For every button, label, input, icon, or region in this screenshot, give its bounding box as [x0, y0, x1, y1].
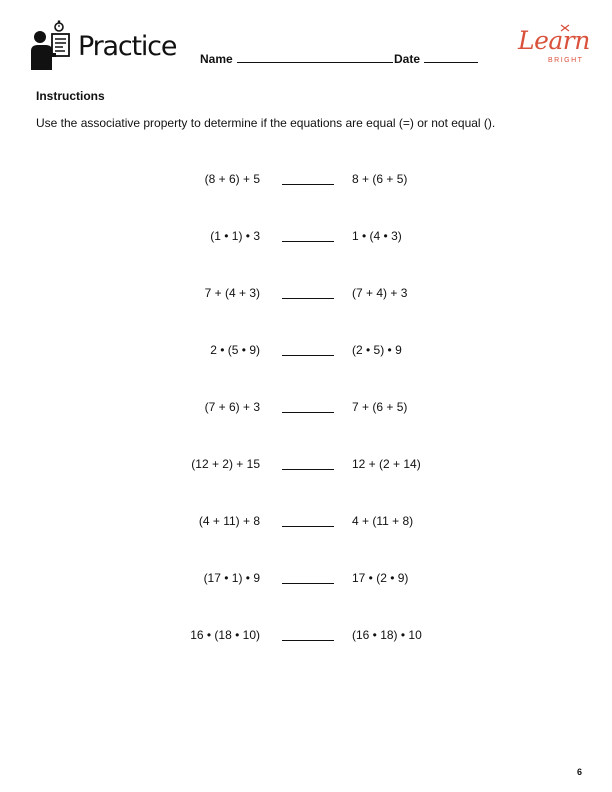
right-expression: 8 + (6 + 5) [352, 172, 408, 186]
date-label: Date [394, 52, 421, 66]
logo-word: Learn [518, 26, 590, 55]
answer-blank[interactable] [282, 526, 334, 527]
date-field[interactable] [394, 50, 478, 66]
student-worksheet-icon [30, 20, 72, 72]
right-expression: (2 • 5) • 9 [352, 343, 402, 357]
problem-row [0, 400, 612, 416]
problem-row [0, 286, 612, 302]
problem-row [0, 457, 612, 473]
left-expression: (1 • 1) • 3 [210, 229, 260, 243]
page-number: 6 [577, 767, 583, 777]
answer-blank[interactable] [282, 241, 334, 242]
learn-bright-logo [518, 24, 588, 68]
right-expression: 7 + (6 + 5) [352, 400, 408, 414]
answer-blank[interactable] [282, 355, 334, 356]
left-expression: (7 + 6) + 3 [204, 400, 260, 414]
problem-row [0, 343, 612, 359]
answer-blank[interactable] [282, 469, 334, 470]
answer-blank[interactable] [282, 583, 334, 584]
left-expression: (17 • 1) • 9 [203, 571, 260, 585]
answer-blank[interactable] [282, 184, 334, 185]
problem-row [0, 571, 612, 587]
right-expression: 12 + (2 + 14) [352, 457, 421, 471]
page-title: Practice [78, 31, 177, 62]
right-expression: (16 • 18) • 10 [352, 628, 422, 642]
problem-row [0, 628, 612, 644]
problem-row [0, 229, 612, 245]
left-expression: (4 + 11) + 8 [198, 514, 260, 528]
problem-row [0, 514, 612, 530]
right-expression: 1 • (4 • 3) [352, 229, 402, 243]
left-expression: 7 + (4 + 3) [204, 286, 260, 300]
instructions-heading: Instructions [36, 89, 105, 103]
instructions-text: Use the associative property to determine if the equations are equal (=) or not equal (). [36, 116, 496, 130]
name-field[interactable] [200, 50, 393, 66]
right-expression: 4 + (11 + 8) [352, 514, 414, 528]
page-header [0, 0, 612, 80]
left-expression: 2 • (5 • 9) [210, 343, 260, 357]
left-expression: (8 + 6) + 5 [204, 172, 260, 186]
answer-blank[interactable] [282, 640, 334, 641]
right-expression: 17 • (2 • 9) [352, 571, 409, 585]
answer-blank[interactable] [282, 412, 334, 413]
answer-blank[interactable] [282, 298, 334, 299]
logo-subword: BRIGHT [548, 57, 584, 64]
name-label: Name [200, 52, 233, 66]
left-expression: 16 • (18 • 10) [190, 628, 260, 642]
problem-row [0, 172, 612, 188]
left-expression: (12 + 2) + 15 [191, 457, 260, 471]
date-line[interactable] [424, 50, 478, 63]
name-line[interactable] [237, 50, 393, 63]
right-expression: (7 + 4) + 3 [352, 286, 408, 300]
